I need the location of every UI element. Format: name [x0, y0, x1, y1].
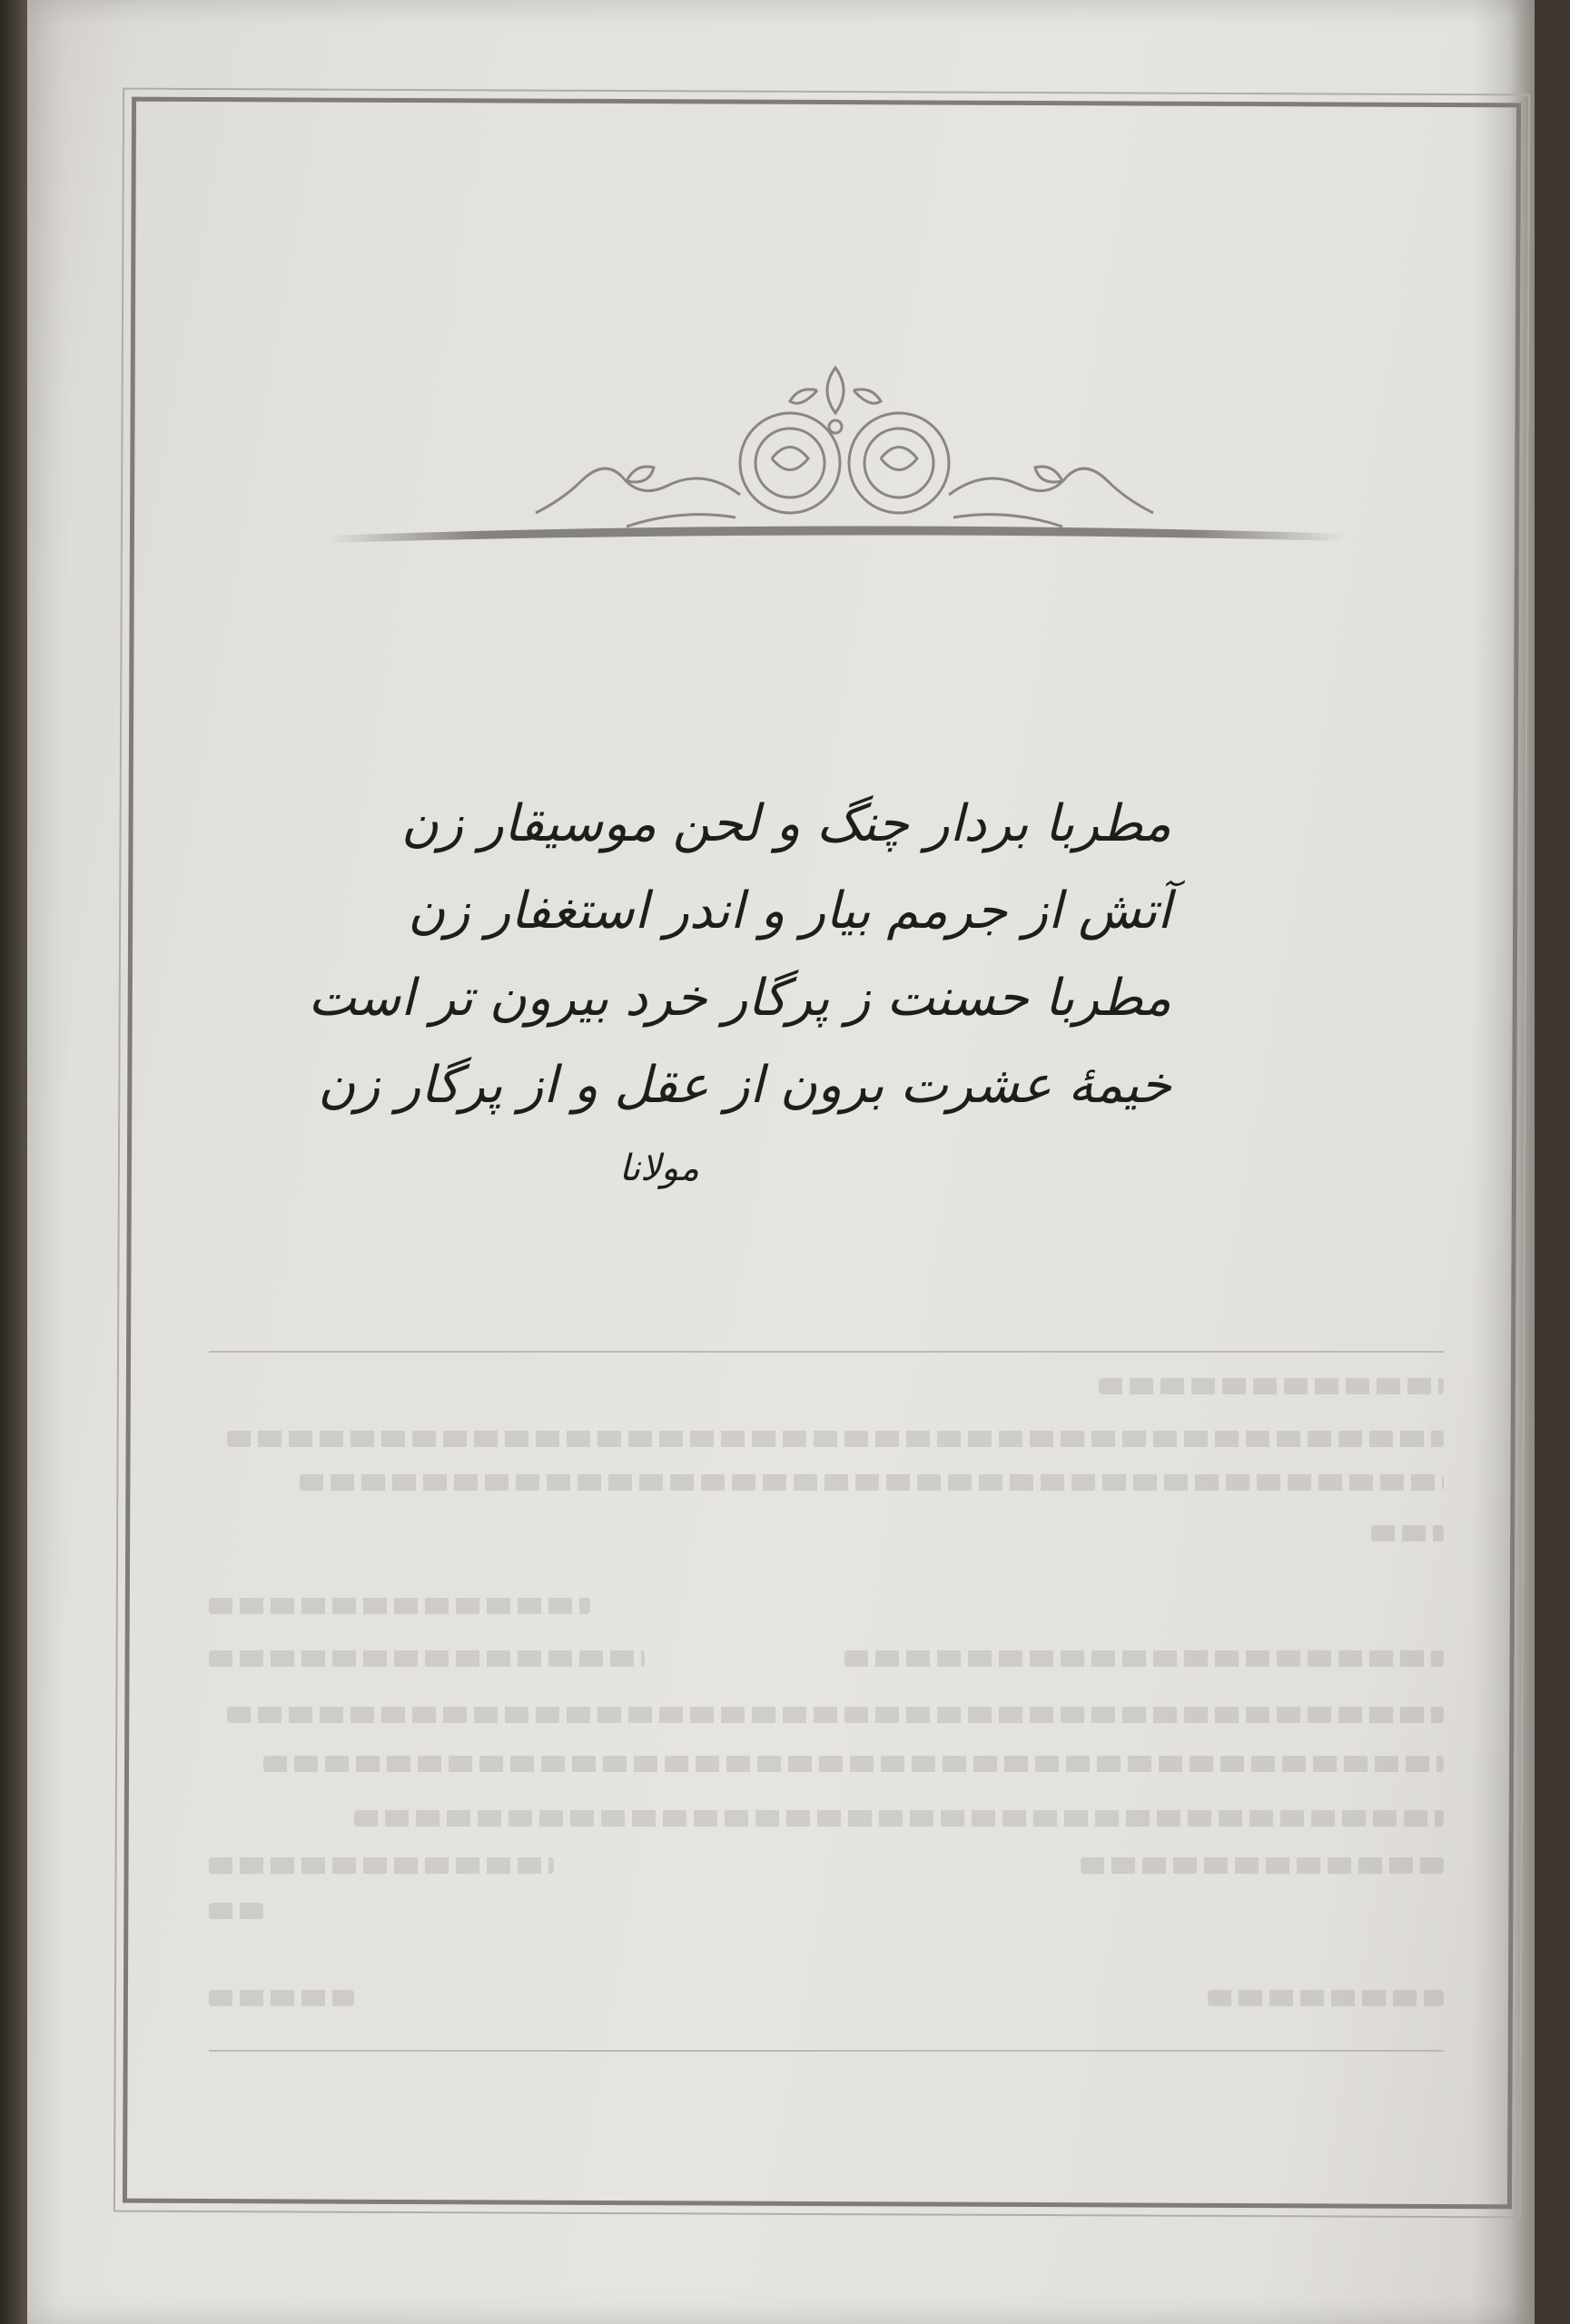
faded-text-line [263, 1756, 1444, 1772]
faded-text-line [227, 1431, 1444, 1447]
faded-text-line [209, 1903, 263, 1919]
faded-text-line [209, 1598, 590, 1614]
poem-attribution: مولانا [618, 1147, 699, 1189]
faded-text-line [844, 1650, 1444, 1667]
faded-text-line [209, 1990, 354, 2006]
poem-block [308, 781, 1171, 1200]
faded-text-line [1081, 1857, 1444, 1874]
faded-text-line [354, 1810, 1444, 1827]
ornament-header [327, 336, 1344, 554]
book-page [27, 0, 1535, 2324]
faded-text-line [1099, 1378, 1444, 1394]
poem-line: آتش از جرمم بیار و اندر استغفار زن [408, 881, 1171, 940]
poem-line: خیمهٔ عشرت برون از عقل و از پرگار زن [318, 1056, 1171, 1115]
faded-text-line [1208, 1990, 1444, 2006]
catalog-top-rule [209, 1351, 1444, 1353]
poem-line: مطربا حسنت ز پرگار خرد بیرون تر است [308, 969, 1171, 1028]
faded-catalog-block [209, 1351, 1444, 2050]
faded-text-line [209, 1650, 645, 1667]
faded-text-line [209, 1857, 554, 1874]
faded-text-line [227, 1707, 1444, 1723]
catalog-bottom-rule [209, 2050, 1444, 2052]
faded-text-line [300, 1474, 1444, 1491]
poem-line: مطربا بردار چنگ و لحن موسیقار زن [400, 794, 1171, 853]
faded-text-line [1371, 1525, 1444, 1541]
